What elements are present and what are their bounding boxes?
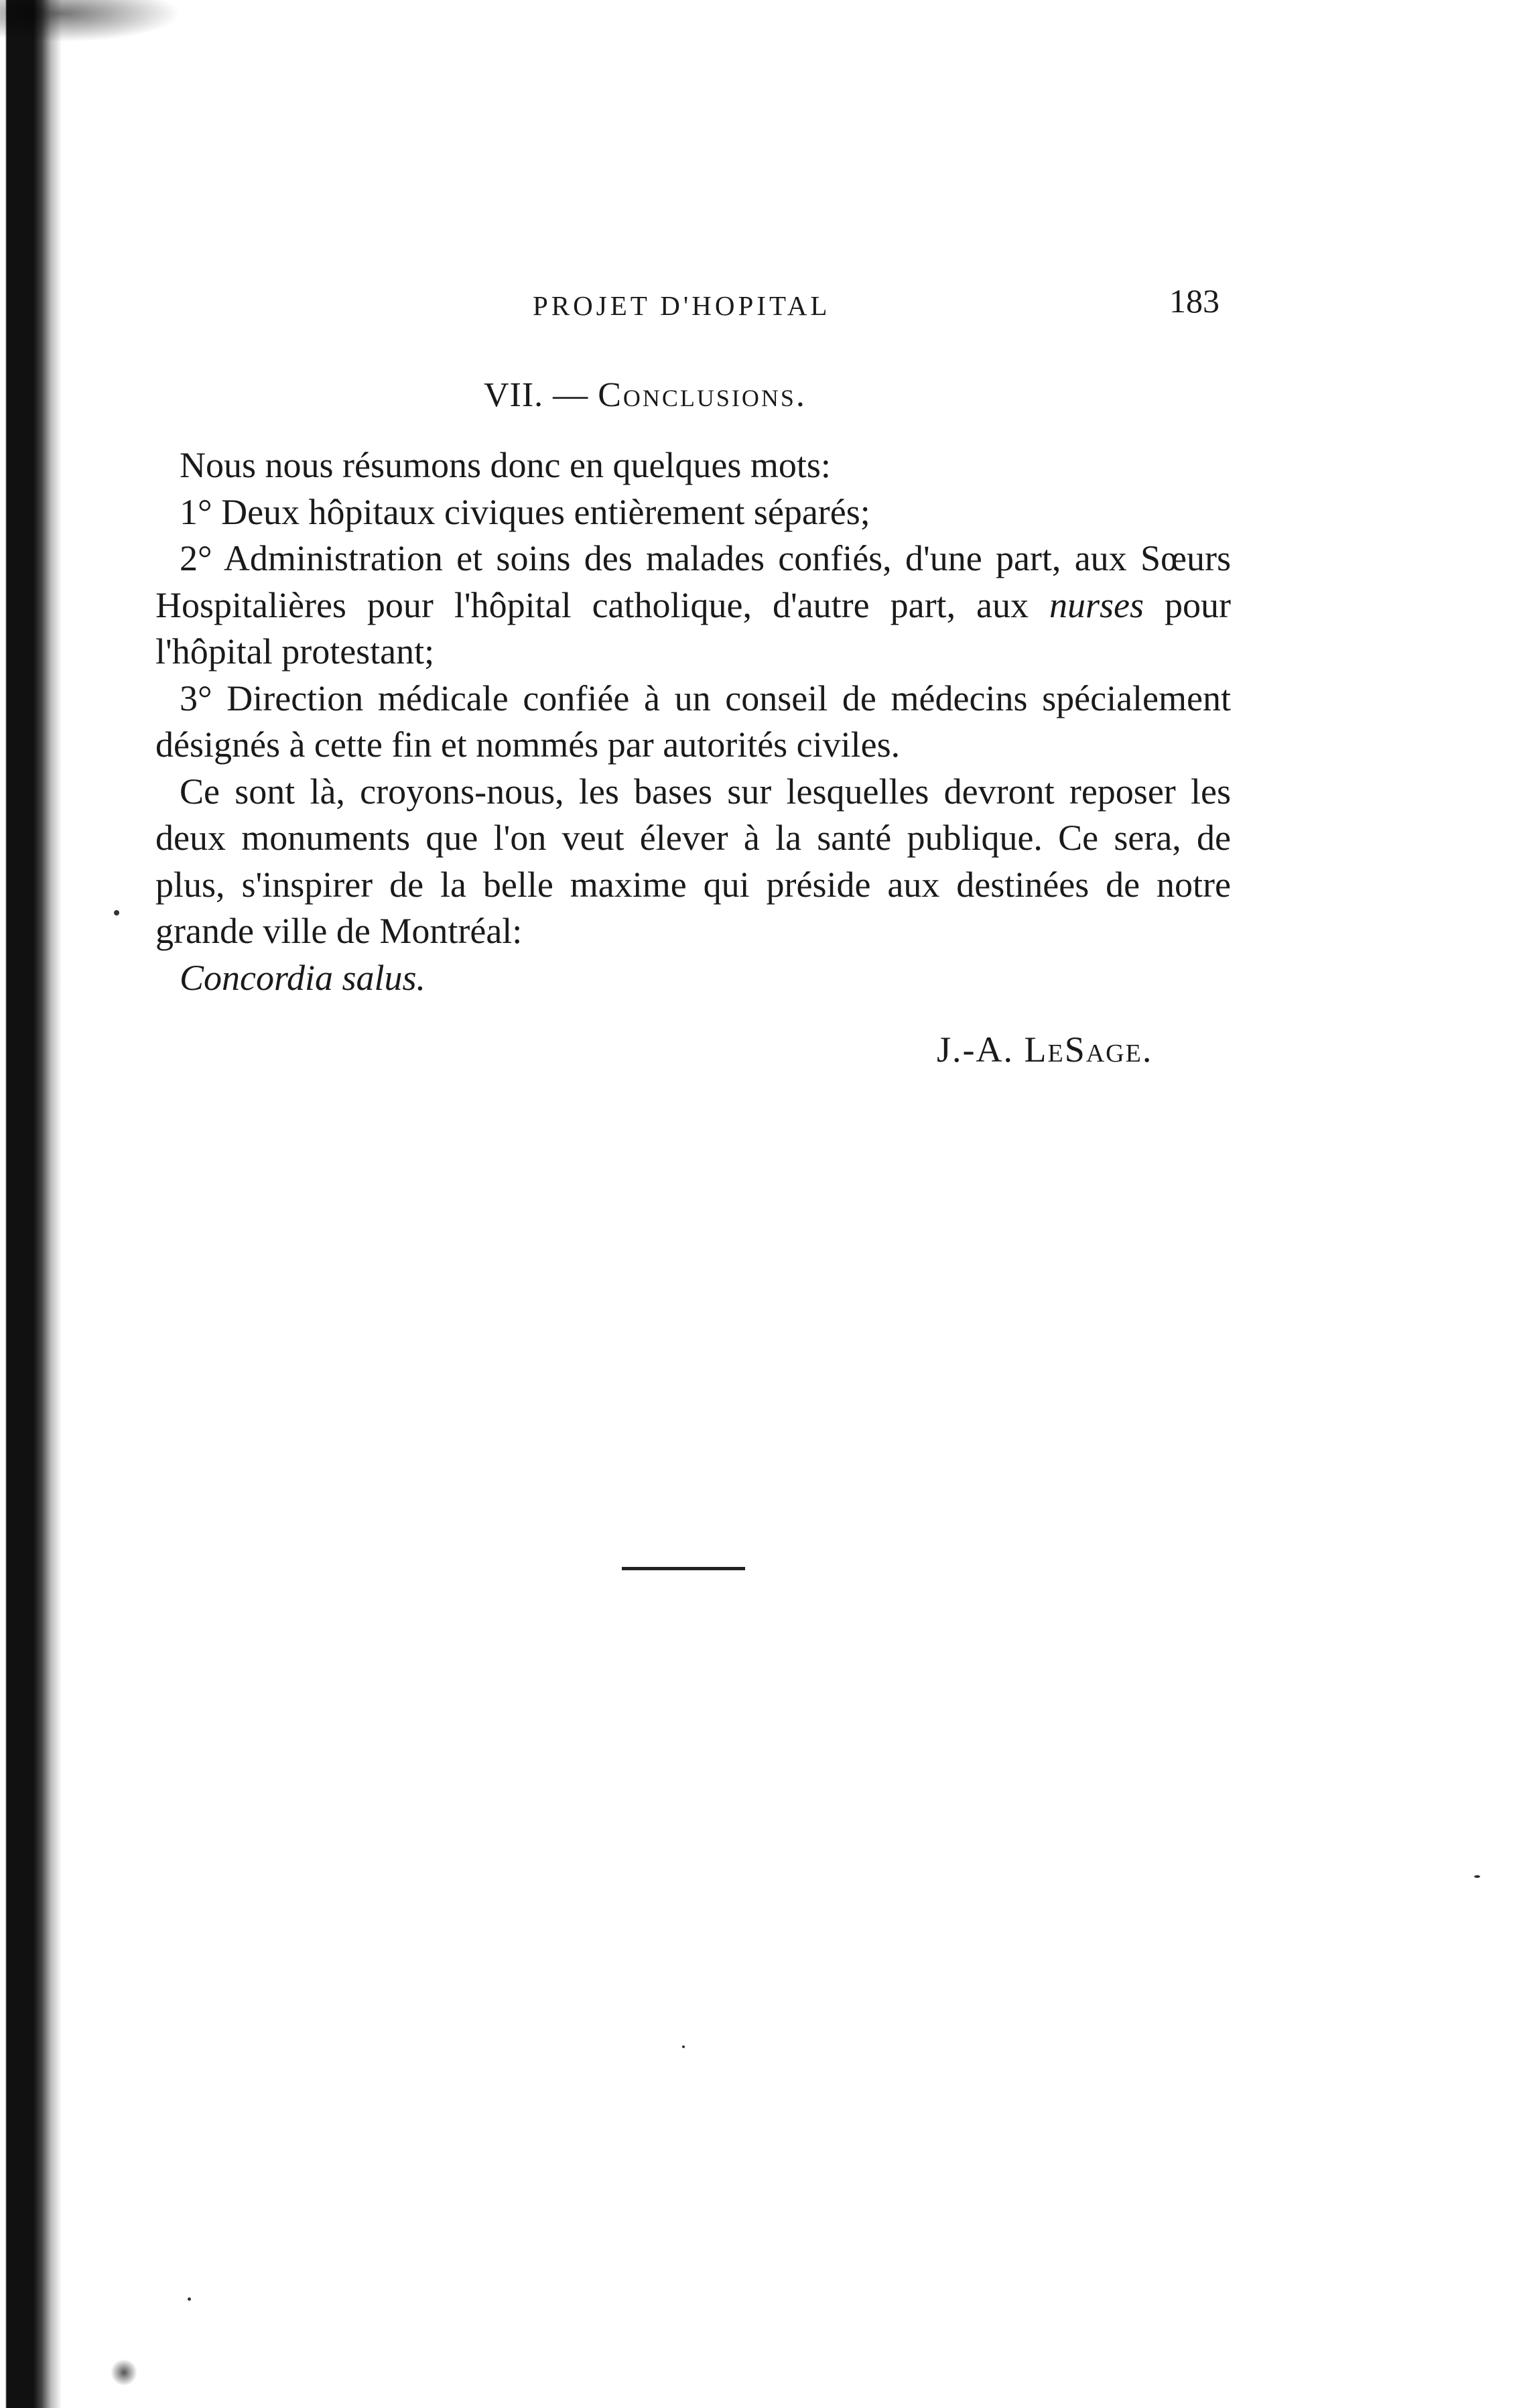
paragraph-intro: Nous nous résumons donc en quelques mots:	[180, 445, 831, 485]
paragraph-item-2	[155, 535, 1231, 676]
binding-edge	[0, 0, 64, 2408]
paragraph-item-1: 1° Deux hôpitaux civiques entièrement séparés;	[180, 491, 870, 532]
signature-initials: J.-A.	[937, 1029, 1025, 1070]
scan-artifact	[0, 0, 201, 47]
paragraph-item-2-tail: pour l'hôpital protestant;	[155, 584, 1231, 672]
scan-speck	[1474, 1875, 1480, 1878]
page-number: 183	[1169, 282, 1220, 320]
paragraph-conclusion: Ce sont là, croyons-nous, les bases sur lesquelles devront reposer les deux monuments que l'on veut élever à la santé publique. Ce sera, de plus, s'inspirer de la belle maxime qui préside aux destinées de notre grande ville de Montréal:	[155, 771, 1231, 951]
paragraph-item-3: 3° Direction médicale confiée à un conseil de médecins spécialement désignés à cette fin et nommés par autorités civiles.	[155, 678, 1231, 765]
signature	[937, 1029, 1153, 1070]
scan-speck	[111, 2359, 137, 2386]
scan-speck	[114, 910, 119, 915]
running-title: PROJET D'HOPITAL	[533, 290, 831, 321]
scan-speck	[682, 2045, 685, 2048]
scan-speck	[188, 2297, 191, 2301]
body-text	[155, 442, 1231, 1001]
motto: Concordia salus.	[180, 957, 426, 998]
italic-term: nurses	[1049, 584, 1144, 625]
paragraph-item-2-text: 2° Administration et soins des malades confiés, d'une part, aux Sœurs Hospitalières pour l'hôpital catholique, d'autre part, aux	[155, 538, 1231, 625]
closing-rule	[622, 1567, 745, 1570]
section-heading	[484, 375, 807, 415]
section-number: VII. —	[484, 376, 598, 414]
signature-surname: LeSage.	[1024, 1029, 1153, 1070]
section-title: Conclusions.	[598, 376, 807, 414]
